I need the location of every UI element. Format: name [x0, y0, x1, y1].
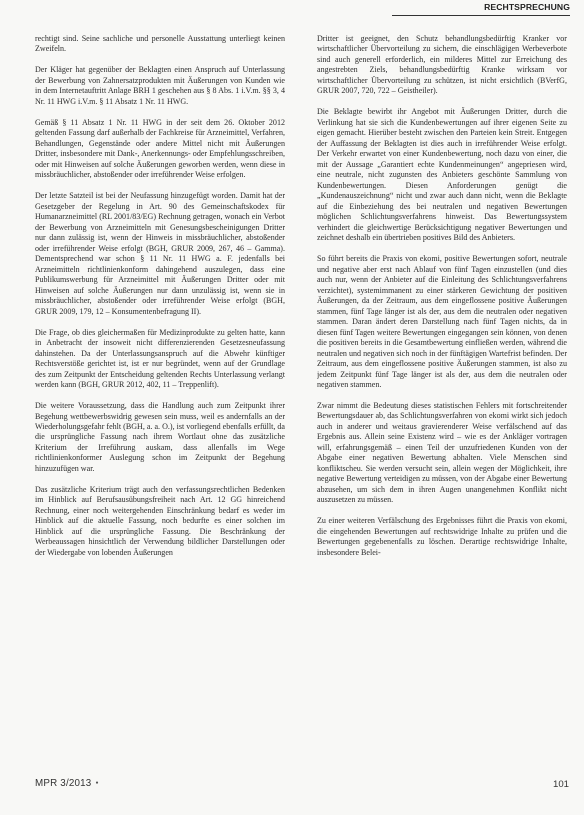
paragraph: Die weitere Voraussetzung, dass die Handlung auch zum Zeitpunkt ihrer Begehung wettbewerbswidrig gewesen sein muss, weil es andernfalls an der Wiederholungsgefahr fehlt (BGH, a. a. O.), ist vorliegend ebenfalls erfüllt, da die ursprüngliche Fassung nach ihrem Wortlaut ohne das zusätzliche Kriterium der Irreführung auskam, dass allenfalls im Wege richtlinienkonformer Auslegung schon im Zeitpunkt der Begehung hinzuzufügen war.	[35, 401, 285, 473]
paragraph: Der letzte Satzteil ist bei der Neufassung hinzugefügt worden. Damit hat der Gesetzgeber der Regelung in Art. 90 des Gemeinschaftskodex für Humanarzneimittel (RL 2001/83/EG) Rechnung getragen, wonach ein Verbot der Bewerbung von Arzneimitteln mit Genesungsbescheinigungen Dritter nur dann zulässig ist, wenn der Hinweis in missbräuchlicher, abstoßender oder irreführender Weise erfolgt (BGH, GRUR 2009, 267, 46 – Gamma). Dementsprechend war schon § 11 Nr. 11 HWG a. F. jedenfalls bei Arzneimitteln richtlinienkonform dahingehend auszulegen, dass eine Publikumswerbung für Arzneimittel mit Äußerungen Dritter oder mit Hinweisen auf solche Äußerungen nur dann unzulässig ist, wenn sie in missbräuchlicher, abstoßender oder irreführender Weise erfolgt (BGH, GRUR 2009, 179, 12 – Konsumentenbefragung II).	[35, 191, 285, 316]
paragraph: Die Beklagte bewirbt ihr Angebot mit Äußerungen Dritter, durch die Verlinkung hat sie sich die Kundenbewertungen auf ihrer eigenen Seite zu eigen gemacht. Hierüber besteht zwischen den Parteien kein Streit. Entgegen der Auffassung der Beklagten ist dies auch in irreführender Weise erfolgt. Der Verkehr erwartet von einer Kundenbewertung, noch dazu von einer, die mit der Aussage „Garantiert echte Kundenmeinungen“ angepriesen wird, eine neutrale, nicht zugunsten des Anbieters geschönte Sammlung von Kundenbewertungen. Diesen Anforderungen genügt die „Kundenauszeichnung“ nicht und zwar auch dann nicht, wenn die Beklagte auf die Einbeziehung des bei neutralen und negativen Bewertungen möglichen Schlichtungsverfahrens hinweist. Das Bewertungssystem verhindert die gleichwertige Berücksichtigung negativer Bewertungen und zeichnet deshalb ein übertrieben positives Bild des Anbieters.	[317, 107, 567, 243]
paragraph: rechtigt sind. Seine sachliche und personelle Ausstattung unterliegt keinen Zweifeln.	[35, 34, 285, 54]
page-number: 101	[552, 779, 569, 790]
paragraph: Der Kläger hat gegenüber der Beklagten einen Anspruch auf Unterlassung der Bewerbung von Zahnersatzprodukten mit Äußerungen von Kunden wie in dem Internetauftritt Anlage BRH 1 geschehen aus § 8 Abs. 1 i.V.m. §§ 3, 4 Nr. 11 HWG i.V.m. § 11 Absatz 1 Nr. 11 HWG.	[35, 65, 285, 106]
paragraph: Dritter ist geeignet, den Schutz behandlungsbedürftig Kranker vor wirtschaftlicher Übervorteilung zu sichern, die einschlägigen Werbeverbote sind auch generell erforderlich, ein milderes Mittel zur Erreichung des angestrebten Ziels, behandlungsbedürftig Kranke wirksam vor wirtschaftlicher Übervorteilung zu schützen, ist nicht ersichtlich (BVerfG, GRUR 2007, 720, 722 – Geistheiler).	[317, 34, 567, 96]
paragraph: Gemäß § 11 Absatz 1 Nr. 11 HWG in der seit dem 26. Oktober 2012 geltenden Fassung darf außerhalb der Fachkreise für Arzneimittel, Verfahren, Behandlungen, Gegenstände oder andere Mittel nicht mit Äußerungen Dritter, insbesondere mit Dank-, Anerkennungs- oder Empfehlungsschreiben, oder mit Hinweisen auf solche Äußerungen geworben werden, wenn diese in missbräuchlicher, abstoßender oder irreführender Weise erfolgen.	[35, 117, 285, 180]
journal-issue	[35, 778, 99, 789]
paragraph: Zwar nimmt die Bedeutung dieses statistischen Fehlers mit fortschreitender Bewertungsdauer ab, das Schlichtungsverfahren von ekomi wirkt sich jedoch auch in anderer und weitaus gravierenderer Weise verfälschend auf das Ergebnis aus. Allein seine Existenz wird – wie es der Ankläger vortragen will, erfahrungsgemäß – einen Teil der unzufriedenen Kunden von der Abgabe einer negativen Bewertung abhalten. Viele Menschen sind konfliktscheu. Sie werden versucht sein, allein wegen der Möglichkeit, ihre negative Bewertung verteidigen zu müssen, von der Abgabe einer Bewertung abzusehen, um sich dem in ihren Augen unangenehmen Konflikt nicht auszusetzen zu müssen.	[317, 401, 567, 505]
right-text-column	[317, 34, 567, 778]
paragraph: So führt bereits die Praxis von ekomi, positive Bewertungen sofort, neutrale und negative aber erst nach Ablauf von fünf Tagen einzustellen (und dies auch nur, wenn der Anbieter auf die Einleitung des Schlichtungsverfahrens verzichtet), systemimmanent zu einer stärkeren Gewichtung der positiven Äußerungen, da der Zeitraum, aus dem eingeflossene positive Äußerungen stammen, fünf Tage länger ist als der, aus dem die neutralen oder negativen stammen. Daran ändert deren Darstellung nach fünf Tagen nichts, da in diesen fünf Tagen weitere Bewertungen eingegangen sein können, von denen die positiven bereits in die Gesamtbewertung einfließen werden, während die neutralen und negativen sich noch in der fünftägigen Wartefrist befinden. Der Zeitraum, aus dem eingeflossene positive Äußerungen stammen, ist also zu jedem Zeitpunkt fünf Tage länger ist als der, aus dem die neutralen oder negativen stammen.	[317, 254, 567, 390]
paragraph: Die Frage, ob dies gleichermaßen für Medizinprodukte zu gelten hatte, kann in Anbetracht der insoweit nicht differenzierenden Gesetzesneufassung dahinstehen. Da der Unterlassungsanspruch auf die Abwehr künftiger Rechtsverstöße gerichtet ist, ist er nur begründet, wenn auf der Grundlage des zum Zeitpunkt der Entscheidung geltenden Rechts Unterlassung verlangt werden kann (BGH, GRUR 2012, 402, 11 – Treppenlift).	[35, 327, 285, 390]
journal-issue-label: MPR 3/2013	[35, 778, 92, 789]
paragraph: Zu einer weiteren Verfälschung des Ergebnisses führt die Praxis von ekomi, die eingehenden Bewertungen auf rechtswidrige Inhalte zu prüfen und die Bewertungen gegebenenfalls zu löschen. Derartige rechtswidrige Inhalte, insbesondere Belei-	[317, 516, 567, 557]
left-text-column	[35, 34, 285, 770]
header-rule	[392, 15, 570, 16]
paragraph: Das zusätzliche Kriterium trägt auch den verfassungsrechtlichen Bedenken im Hinblick auf Berufsausübungsfreiheit nach Art. 12 GG hinreichend Rechnung, einer noch weitergehenden Einschränkung bedarf es weder im Hinblick auf die aktuelle Fassung, noch bedurfte es einer solchen im Hinblick auf die ursprüngliche Fassung. Die Beschränkung der Werbeaussagen hinsichtlich der Verwendung bildlicher Darstellungen oder der Wiedergabe von lobenden Äußerungen	[35, 484, 285, 557]
bullet-icon: ●	[95, 780, 99, 787]
section-header: RECHTSPRECHUNG	[484, 2, 570, 12]
